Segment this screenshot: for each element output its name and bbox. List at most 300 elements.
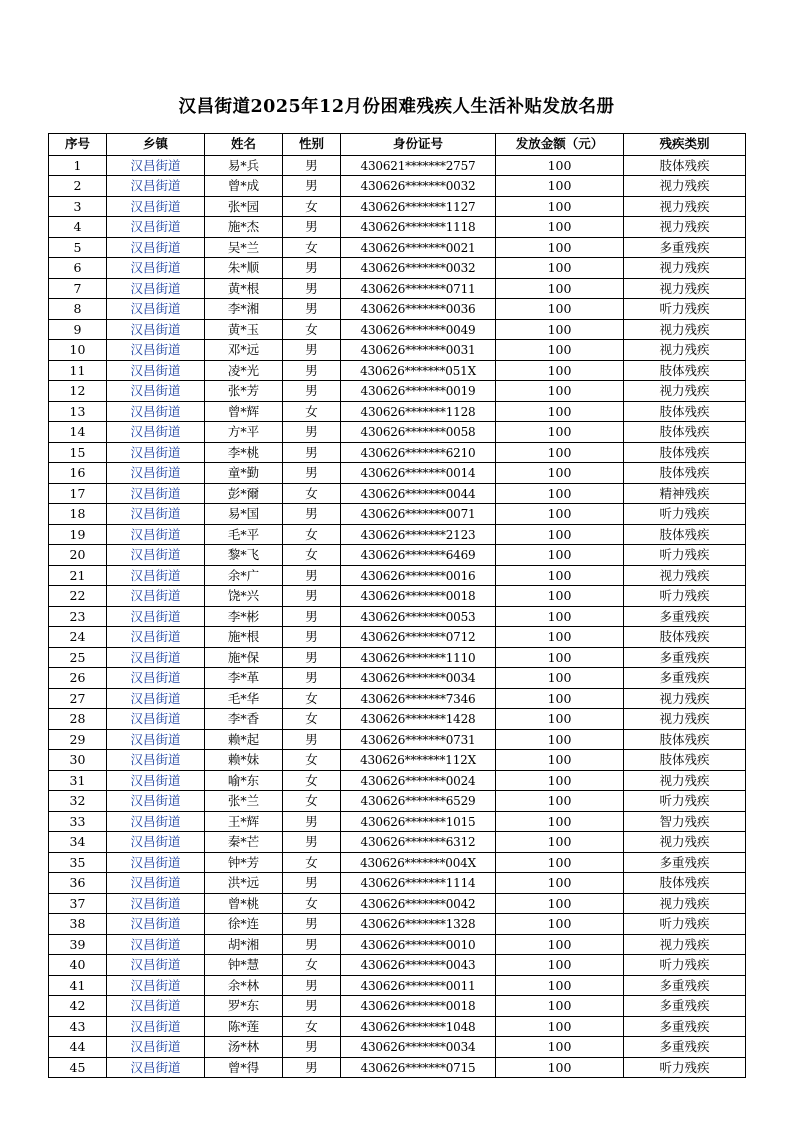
cell-town: 汉昌街道	[107, 237, 205, 258]
cell-amount: 100	[496, 893, 624, 914]
cell-gender: 女	[283, 401, 341, 422]
table-row	[49, 934, 746, 955]
cell-index: 17	[49, 483, 107, 504]
cell-name: 赖*妹	[205, 750, 283, 771]
cell-town: 汉昌街道	[107, 934, 205, 955]
cell-amount: 100	[496, 647, 624, 668]
cell-name: 张*园	[205, 196, 283, 217]
cell-gender: 女	[283, 770, 341, 791]
cell-disability-type: 视力残疾	[624, 770, 746, 791]
cell-gender: 男	[283, 934, 341, 955]
cell-amount: 100	[496, 524, 624, 545]
table-row	[49, 340, 746, 361]
cell-disability-type: 听力残疾	[624, 914, 746, 935]
cell-name: 黄*玉	[205, 319, 283, 340]
disability-subsidy-roster-table	[48, 133, 746, 1079]
cell-name: 易*兵	[205, 155, 283, 176]
cell-id-number: 430626*******051X	[341, 360, 496, 381]
cell-index: 19	[49, 524, 107, 545]
cell-gender: 男	[283, 996, 341, 1017]
cell-index: 22	[49, 586, 107, 607]
cell-gender: 男	[283, 217, 341, 238]
cell-gender: 男	[283, 1057, 341, 1078]
table-row	[49, 627, 746, 648]
table-row	[49, 1037, 746, 1058]
cell-index: 27	[49, 688, 107, 709]
cell-town: 汉昌街道	[107, 565, 205, 586]
cell-town: 汉昌街道	[107, 606, 205, 627]
cell-id-number: 430626*******0019	[341, 381, 496, 402]
table-header-row	[49, 133, 746, 155]
cell-id-number: 430626*******0021	[341, 237, 496, 258]
cell-gender: 女	[283, 237, 341, 258]
cell-amount: 100	[496, 811, 624, 832]
cell-name: 毛*平	[205, 524, 283, 545]
cell-id-number: 430626*******0036	[341, 299, 496, 320]
cell-amount: 100	[496, 258, 624, 279]
table-row	[49, 524, 746, 545]
cell-index: 33	[49, 811, 107, 832]
cell-gender: 女	[283, 709, 341, 730]
cell-name: 李*湘	[205, 299, 283, 320]
cell-gender: 男	[283, 504, 341, 525]
cell-index: 6	[49, 258, 107, 279]
cell-town: 汉昌街道	[107, 709, 205, 730]
cell-town: 汉昌街道	[107, 750, 205, 771]
cell-id-number: 430626*******0071	[341, 504, 496, 525]
cell-gender: 女	[283, 319, 341, 340]
cell-town: 汉昌街道	[107, 729, 205, 750]
cell-disability-type: 多重残疾	[624, 647, 746, 668]
cell-amount: 100	[496, 401, 624, 422]
table-row	[49, 196, 746, 217]
table-row	[49, 565, 746, 586]
cell-index: 42	[49, 996, 107, 1017]
table-row	[49, 914, 746, 935]
cell-name: 赖*起	[205, 729, 283, 750]
cell-amount: 100	[496, 463, 624, 484]
cell-town: 汉昌街道	[107, 319, 205, 340]
cell-gender: 男	[283, 155, 341, 176]
table-row	[49, 996, 746, 1017]
cell-disability-type: 多重残疾	[624, 975, 746, 996]
cell-town: 汉昌街道	[107, 586, 205, 607]
cell-amount: 100	[496, 606, 624, 627]
cell-town: 汉昌街道	[107, 668, 205, 689]
cell-disability-type: 肢体残疾	[624, 729, 746, 750]
cell-amount: 100	[496, 934, 624, 955]
cell-index: 12	[49, 381, 107, 402]
column-header-name: 姓名	[205, 133, 283, 155]
cell-id-number: 430626*******0058	[341, 422, 496, 443]
cell-town: 汉昌街道	[107, 688, 205, 709]
cell-disability-type: 听力残疾	[624, 586, 746, 607]
column-header-gender: 性别	[283, 133, 341, 155]
table-header	[49, 133, 746, 155]
cell-id-number: 430626*******0042	[341, 893, 496, 914]
cell-name: 洪*远	[205, 873, 283, 894]
cell-id-number: 430626*******1015	[341, 811, 496, 832]
cell-amount: 100	[496, 914, 624, 935]
cell-disability-type: 视力残疾	[624, 688, 746, 709]
cell-amount: 100	[496, 196, 624, 217]
cell-disability-type: 多重残疾	[624, 668, 746, 689]
cell-disability-type: 多重残疾	[624, 606, 746, 627]
cell-name: 黄*根	[205, 278, 283, 299]
cell-id-number: 430626*******0034	[341, 1037, 496, 1058]
cell-gender: 男	[283, 360, 341, 381]
cell-disability-type: 听力残疾	[624, 504, 746, 525]
cell-id-number: 430626*******6210	[341, 442, 496, 463]
table-row	[49, 463, 746, 484]
cell-name: 秦*芒	[205, 832, 283, 853]
cell-gender: 男	[283, 258, 341, 279]
cell-disability-type: 多重残疾	[624, 1016, 746, 1037]
cell-id-number: 430626*******1114	[341, 873, 496, 894]
cell-name: 彭*爾	[205, 483, 283, 504]
table-row	[49, 647, 746, 668]
cell-index: 39	[49, 934, 107, 955]
cell-amount: 100	[496, 565, 624, 586]
cell-id-number: 430626*******1128	[341, 401, 496, 422]
column-header-town: 乡镇	[107, 133, 205, 155]
cell-name: 胡*湘	[205, 934, 283, 955]
cell-amount: 100	[496, 873, 624, 894]
cell-amount: 100	[496, 545, 624, 566]
table-row	[49, 504, 746, 525]
cell-disability-type: 肢体残疾	[624, 442, 746, 463]
cell-id-number: 430626*******1118	[341, 217, 496, 238]
table-row	[49, 1016, 746, 1037]
cell-amount: 100	[496, 586, 624, 607]
cell-index: 1	[49, 155, 107, 176]
cell-amount: 100	[496, 381, 624, 402]
cell-name: 曾*得	[205, 1057, 283, 1078]
cell-town: 汉昌街道	[107, 299, 205, 320]
cell-name: 王*辉	[205, 811, 283, 832]
cell-index: 10	[49, 340, 107, 361]
cell-index: 34	[49, 832, 107, 853]
cell-index: 35	[49, 852, 107, 873]
cell-town: 汉昌街道	[107, 422, 205, 443]
cell-id-number: 430626*******0712	[341, 627, 496, 648]
cell-disability-type: 肢体残疾	[624, 873, 746, 894]
table-row	[49, 483, 746, 504]
cell-index: 8	[49, 299, 107, 320]
cell-name: 余*林	[205, 975, 283, 996]
cell-name: 饶*兴	[205, 586, 283, 607]
cell-town: 汉昌街道	[107, 524, 205, 545]
cell-gender: 男	[283, 463, 341, 484]
cell-id-number: 430626*******6469	[341, 545, 496, 566]
cell-gender: 女	[283, 524, 341, 545]
cell-disability-type: 视力残疾	[624, 832, 746, 853]
cell-town: 汉昌街道	[107, 996, 205, 1017]
cell-id-number: 430626*******1428	[341, 709, 496, 730]
cell-amount: 100	[496, 852, 624, 873]
cell-index: 3	[49, 196, 107, 217]
cell-town: 汉昌街道	[107, 176, 205, 197]
cell-id-number: 430626*******0032	[341, 258, 496, 279]
cell-gender: 女	[283, 955, 341, 976]
cell-disability-type: 视力残疾	[624, 217, 746, 238]
cell-name: 李*桃	[205, 442, 283, 463]
cell-gender: 男	[283, 647, 341, 668]
cell-amount: 100	[496, 155, 624, 176]
cell-index: 36	[49, 873, 107, 894]
cell-disability-type: 肢体残疾	[624, 401, 746, 422]
cell-id-number: 430626*******1048	[341, 1016, 496, 1037]
cell-name: 易*国	[205, 504, 283, 525]
cell-id-number: 430626*******2123	[341, 524, 496, 545]
cell-amount: 100	[496, 217, 624, 238]
column-header-id: 身份证号	[341, 133, 496, 155]
cell-id-number: 430626*******0044	[341, 483, 496, 504]
cell-amount: 100	[496, 1057, 624, 1078]
cell-town: 汉昌街道	[107, 504, 205, 525]
cell-id-number: 430626*******0031	[341, 340, 496, 361]
cell-town: 汉昌街道	[107, 975, 205, 996]
cell-town: 汉昌街道	[107, 770, 205, 791]
cell-town: 汉昌街道	[107, 401, 205, 422]
cell-disability-type: 肢体残疾	[624, 627, 746, 648]
cell-index: 24	[49, 627, 107, 648]
cell-gender: 男	[283, 729, 341, 750]
cell-id-number: 430626*******0053	[341, 606, 496, 627]
table-row	[49, 258, 746, 279]
cell-index: 44	[49, 1037, 107, 1058]
cell-name: 毛*华	[205, 688, 283, 709]
cell-disability-type: 多重残疾	[624, 996, 746, 1017]
cell-name: 施*根	[205, 627, 283, 648]
cell-gender: 男	[283, 1037, 341, 1058]
cell-town: 汉昌街道	[107, 893, 205, 914]
cell-id-number: 430626*******0018	[341, 586, 496, 607]
table-row	[49, 893, 746, 914]
cell-index: 7	[49, 278, 107, 299]
cell-gender: 女	[283, 196, 341, 217]
cell-name: 钟*芳	[205, 852, 283, 873]
cell-id-number: 430626*******0014	[341, 463, 496, 484]
cell-gender: 男	[283, 340, 341, 361]
cell-disability-type: 肢体残疾	[624, 750, 746, 771]
cell-index: 23	[49, 606, 107, 627]
cell-town: 汉昌街道	[107, 873, 205, 894]
cell-name: 曾*成	[205, 176, 283, 197]
table-row	[49, 155, 746, 176]
table-row	[49, 791, 746, 812]
cell-amount: 100	[496, 729, 624, 750]
cell-town: 汉昌街道	[107, 955, 205, 976]
cell-name: 黎*飞	[205, 545, 283, 566]
cell-name: 罗*东	[205, 996, 283, 1017]
cell-amount: 100	[496, 750, 624, 771]
cell-town: 汉昌街道	[107, 196, 205, 217]
cell-amount: 100	[496, 832, 624, 853]
cell-id-number: 430626*******0024	[341, 770, 496, 791]
cell-amount: 100	[496, 319, 624, 340]
cell-town: 汉昌街道	[107, 811, 205, 832]
cell-disability-type: 肢体残疾	[624, 524, 746, 545]
cell-amount: 100	[496, 278, 624, 299]
cell-id-number: 430626*******0049	[341, 319, 496, 340]
cell-gender: 女	[283, 688, 341, 709]
cell-name: 汤*林	[205, 1037, 283, 1058]
cell-town: 汉昌街道	[107, 914, 205, 935]
cell-disability-type: 听力残疾	[624, 955, 746, 976]
cell-town: 汉昌街道	[107, 258, 205, 279]
table-row	[49, 729, 746, 750]
cell-amount: 100	[496, 1016, 624, 1037]
table-row	[49, 709, 746, 730]
cell-disability-type: 听力残疾	[624, 299, 746, 320]
table-row	[49, 217, 746, 238]
cell-name: 朱*顺	[205, 258, 283, 279]
cell-gender: 男	[283, 811, 341, 832]
table-row	[49, 873, 746, 894]
cell-id-number: 430626*******1110	[341, 647, 496, 668]
cell-index: 38	[49, 914, 107, 935]
cell-town: 汉昌街道	[107, 627, 205, 648]
cell-town: 汉昌街道	[107, 1057, 205, 1078]
cell-disability-type: 视力残疾	[624, 258, 746, 279]
cell-id-number: 430626*******6312	[341, 832, 496, 853]
cell-disability-type: 视力残疾	[624, 565, 746, 586]
cell-index: 13	[49, 401, 107, 422]
cell-name: 陈*莲	[205, 1016, 283, 1037]
cell-index: 45	[49, 1057, 107, 1078]
cell-id-number: 430626*******0016	[341, 565, 496, 586]
cell-disability-type: 肢体残疾	[624, 360, 746, 381]
cell-name: 邓*远	[205, 340, 283, 361]
cell-town: 汉昌街道	[107, 1016, 205, 1037]
cell-amount: 100	[496, 1037, 624, 1058]
cell-name: 张*芳	[205, 381, 283, 402]
cell-gender: 男	[283, 586, 341, 607]
cell-amount: 100	[496, 299, 624, 320]
table-row	[49, 688, 746, 709]
cell-town: 汉昌街道	[107, 852, 205, 873]
table-row	[49, 586, 746, 607]
cell-amount: 100	[496, 668, 624, 689]
cell-gender: 男	[283, 176, 341, 197]
cell-gender: 女	[283, 1016, 341, 1037]
cell-name: 施*保	[205, 647, 283, 668]
table-row	[49, 278, 746, 299]
cell-id-number: 430626*******0711	[341, 278, 496, 299]
cell-town: 汉昌街道	[107, 155, 205, 176]
cell-name: 曾*辉	[205, 401, 283, 422]
cell-id-number: 430626*******0011	[341, 975, 496, 996]
cell-name: 张*兰	[205, 791, 283, 812]
cell-name: 吴*兰	[205, 237, 283, 258]
cell-gender: 女	[283, 893, 341, 914]
cell-disability-type: 视力残疾	[624, 709, 746, 730]
cell-id-number: 430626*******0043	[341, 955, 496, 976]
cell-gender: 男	[283, 668, 341, 689]
cell-amount: 100	[496, 975, 624, 996]
cell-id-number: 430626*******0715	[341, 1057, 496, 1078]
table-row	[49, 770, 746, 791]
cell-gender: 男	[283, 299, 341, 320]
cell-amount: 100	[496, 791, 624, 812]
cell-index: 32	[49, 791, 107, 812]
cell-amount: 100	[496, 770, 624, 791]
cell-disability-type: 肢体残疾	[624, 155, 746, 176]
cell-gender: 女	[283, 545, 341, 566]
cell-index: 18	[49, 504, 107, 525]
cell-town: 汉昌街道	[107, 647, 205, 668]
cell-amount: 100	[496, 237, 624, 258]
cell-disability-type: 视力残疾	[624, 176, 746, 197]
cell-town: 汉昌街道	[107, 483, 205, 504]
cell-amount: 100	[496, 996, 624, 1017]
cell-index: 43	[49, 1016, 107, 1037]
cell-id-number: 430626*******004X	[341, 852, 496, 873]
cell-name: 徐*连	[205, 914, 283, 935]
cell-index: 16	[49, 463, 107, 484]
cell-gender: 女	[283, 483, 341, 504]
cell-gender: 男	[283, 422, 341, 443]
cell-amount: 100	[496, 688, 624, 709]
cell-id-number: 430621*******2757	[341, 155, 496, 176]
cell-amount: 100	[496, 176, 624, 197]
table-row	[49, 832, 746, 853]
cell-gender: 男	[283, 914, 341, 935]
cell-gender: 男	[283, 975, 341, 996]
column-header-amount: 发放金额（元）	[496, 133, 624, 155]
cell-gender: 男	[283, 832, 341, 853]
cell-disability-type: 肢体残疾	[624, 463, 746, 484]
table-row	[49, 442, 746, 463]
column-header-index: 序号	[49, 133, 107, 155]
cell-disability-type: 视力残疾	[624, 934, 746, 955]
table-body	[49, 155, 746, 1078]
cell-disability-type: 多重残疾	[624, 852, 746, 873]
cell-id-number: 430626*******0034	[341, 668, 496, 689]
cell-id-number: 430626*******0731	[341, 729, 496, 750]
cell-town: 汉昌街道	[107, 832, 205, 853]
cell-name: 方*平	[205, 422, 283, 443]
cell-amount: 100	[496, 627, 624, 648]
cell-id-number: 430626*******7346	[341, 688, 496, 709]
cell-disability-type: 视力残疾	[624, 340, 746, 361]
cell-name: 余*广	[205, 565, 283, 586]
cell-amount: 100	[496, 504, 624, 525]
cell-name: 童*勤	[205, 463, 283, 484]
cell-disability-type: 多重残疾	[624, 237, 746, 258]
cell-id-number: 430626*******0010	[341, 934, 496, 955]
cell-town: 汉昌街道	[107, 217, 205, 238]
cell-gender: 男	[283, 381, 341, 402]
cell-disability-type: 视力残疾	[624, 196, 746, 217]
cell-town: 汉昌街道	[107, 442, 205, 463]
cell-disability-type: 肢体残疾	[624, 422, 746, 443]
cell-disability-type: 听力残疾	[624, 545, 746, 566]
table-row	[49, 360, 746, 381]
cell-disability-type: 视力残疾	[624, 278, 746, 299]
cell-name: 喻*东	[205, 770, 283, 791]
cell-disability-type: 视力残疾	[624, 893, 746, 914]
cell-gender: 男	[283, 627, 341, 648]
cell-amount: 100	[496, 422, 624, 443]
cell-name: 钟*慧	[205, 955, 283, 976]
cell-index: 26	[49, 668, 107, 689]
cell-index: 30	[49, 750, 107, 771]
cell-index: 11	[49, 360, 107, 381]
cell-index: 4	[49, 217, 107, 238]
cell-gender: 男	[283, 278, 341, 299]
